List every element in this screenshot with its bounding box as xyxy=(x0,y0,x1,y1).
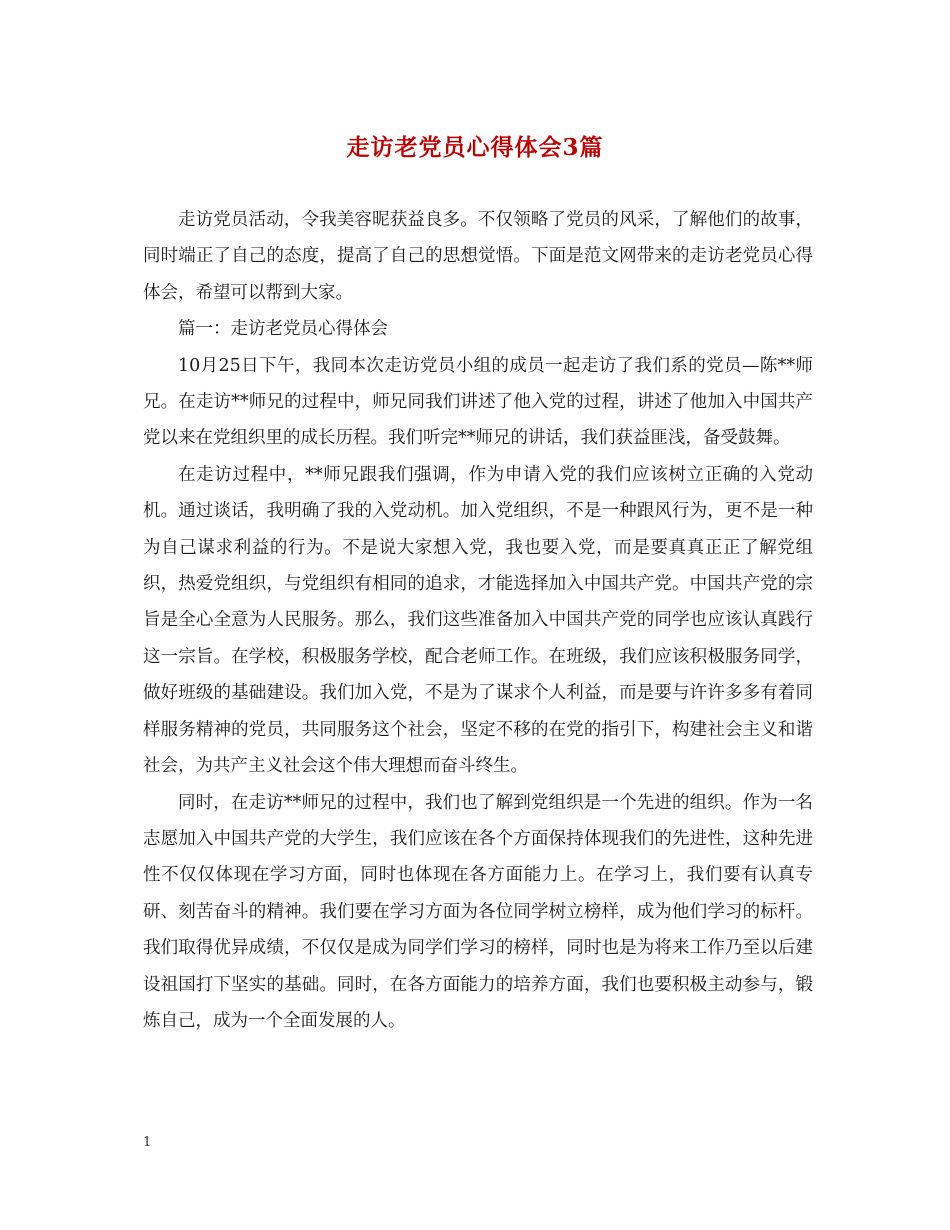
document-title: 走访老党员心得体会3篇 xyxy=(346,134,604,161)
document-body xyxy=(143,202,813,1039)
page-number: 1 xyxy=(143,1135,152,1150)
section-heading: 篇一：走访老党员心得体会 xyxy=(178,319,388,340)
intro-paragraph: 走访党员活动，令我美容昵获益良多。不仅领略了党员的风采，了解他们的故事，同时端正了自己的态度，提高了自己的思想觉悟。下面是范文网带来的走访老党员心得体会，希望可以帮到大家。 xyxy=(143,210,813,303)
body-paragraph: 10月25日下午，我同本次走访党员小组的成员一起走访了我们系的党员—陈**师兄。在走访**师兄的过程中，师兄同我们讲述了他入党的过程，讲述了他加入中国共产党以来在党组织里的成长历程。我们听完**师兄的讲话，我们获益匪浅，备受鼓舞。 xyxy=(143,355,813,449)
body-paragraph: 同时，在走访**师兄的过程中，我们也了解到党组织是一个先进的组织。作为一名志愿加入中国共产党的大学生，我们应该在各个方面保持体现我们的先进性，这种先进性不仅仅体现在学习方面，同时也体现在各方面能力上。在学习上，我们要有认真专研、刻苦奋斗的精神。我们要在学习方面为各位同学树立榜样，成为他们学习的标杆。我们取得优异成绩，不仅仅是成为同学们学习的榜样，同时也是为将来工作乃至以后建设祖国打下坚实的基础。同时，在各方面能力的培养方面，我们也要积极主动参与，锻炼自己，成为一个全面发展的人。 xyxy=(143,792,813,1031)
body-paragraph: 在走访过程中，**师兄跟我们强调，作为申请入党的我们应该树立正确的入党动机。通过谈话，我明确了我的入党动机。加入党组织，不是一种跟风行为，更不是一种为自己谋求利益的行为。不是说大家想入党，我也要入党，而是要真真正正了解党组织，热爱党组织，与党组织有相同的追求，才能选择加入中国共产党。中国共产党的宗旨是全心全意为人民服务。那么，我们这些准备加入中国共产党的同学也应该认真践行这一宗旨。在学校，积极服务学校，配合老师工作。在班级，我们应该积极服务同学，做好班级的基础建设。我们加入党，不是为了谋求个人利益，而是要与许许多多有着同样服务精神的党员，共同服务这个社会，坚定不移的在党的指引下，构建社会主义和谐社会，为共产主义社会这个伟大理想而奋斗终生。 xyxy=(143,464,813,777)
